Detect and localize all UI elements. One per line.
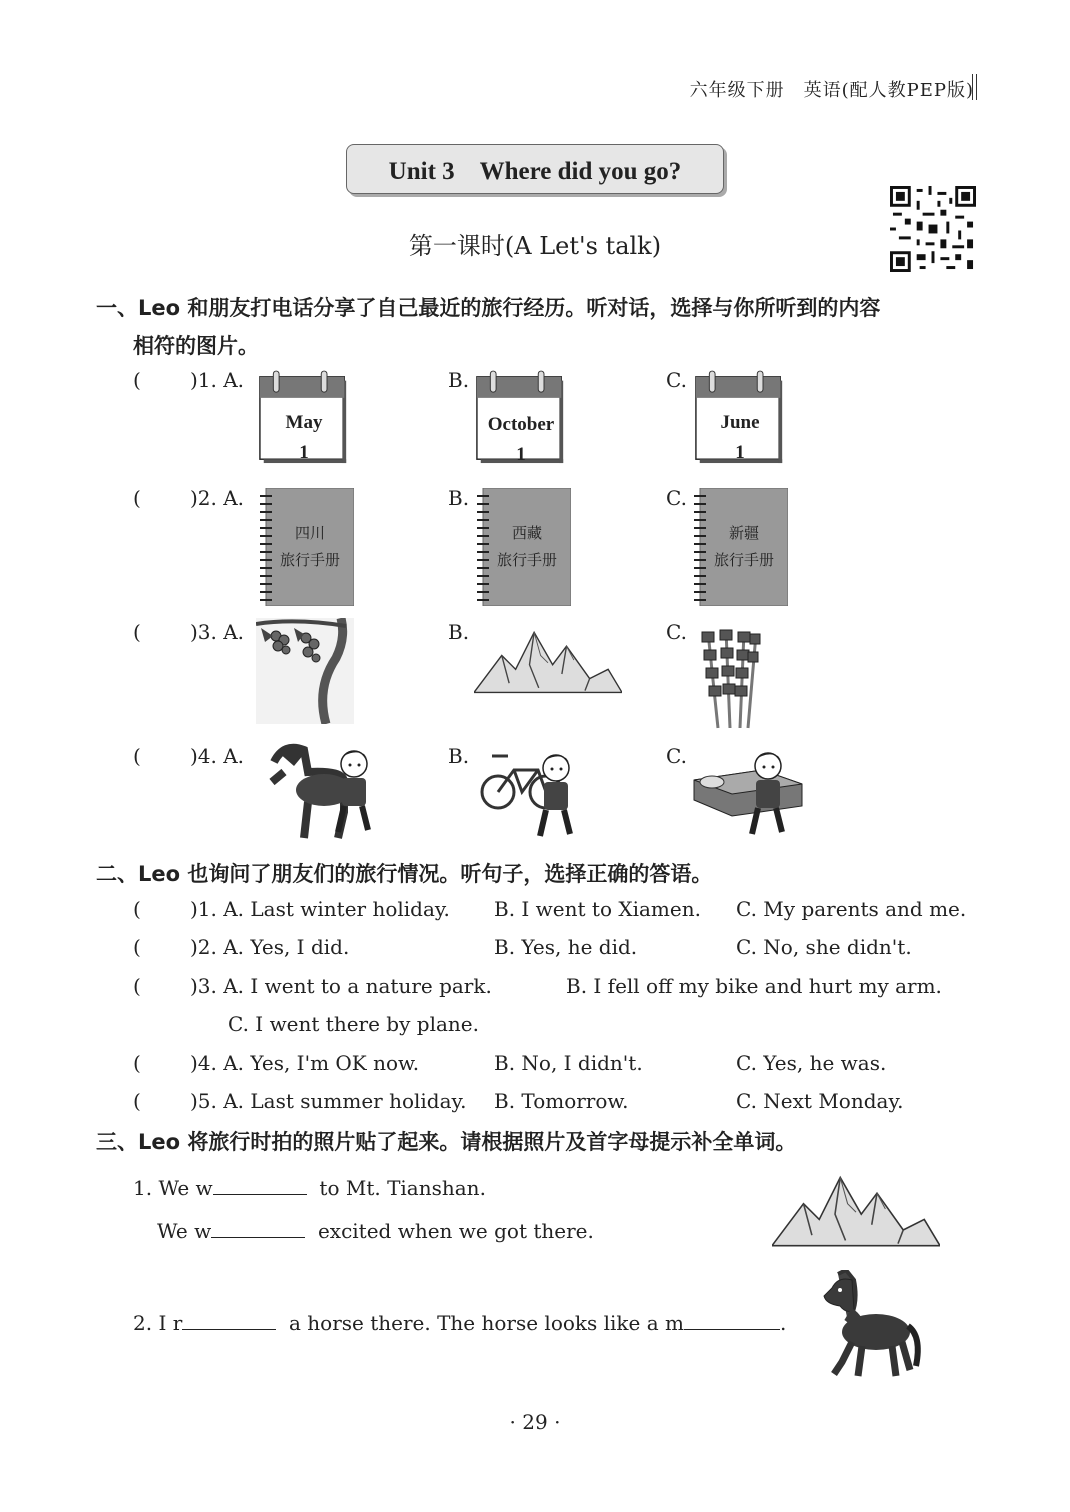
s2-q4-option-b: B. No, I didn't. [494,1051,643,1075]
s2-q2-option-b: B. Yes, he did. [494,935,638,959]
kebab-skewer-icon[interactable] [698,622,762,730]
notebook-label: 新疆 [728,524,759,542]
answer-bracket[interactable]: ( [133,486,141,510]
lesson-title: 第一课时(A Let's talk) [408,232,662,260]
s2-q5-option-c: C. Next Monday. [736,1089,904,1113]
unit-title: Unit 3 Where did you go? [346,144,724,194]
answer-bracket[interactable]: ( [133,974,141,998]
notebook-label: 四川 [294,524,325,542]
s2-q5-option-a: )5. A. Last summer holiday. [190,1089,467,1113]
answer-bracket[interactable]: ( [133,1051,141,1075]
fill-blank[interactable] [684,1328,780,1330]
page-number: · 29 · [509,1410,561,1434]
q2-option-b: B. [448,486,470,510]
calendar-month: June [720,412,760,433]
answer-bracket[interactable]: ( [133,744,141,768]
sentence-text: We w [157,1219,212,1243]
s2-q1-option-a: )1. A. Last winter holiday. [190,897,450,921]
calendar-icon[interactable] [694,370,786,470]
answer-bracket[interactable]: ( [133,897,141,921]
q4-option-b: B. [448,744,470,768]
answer-bracket[interactable]: ( [133,935,141,959]
calendar-month: May [285,412,323,433]
q4-option-c: C. [666,744,687,768]
s3-sentence-1b [157,1219,594,1243]
q1-option-b: B. [448,368,470,392]
q1-label: )1. A. [190,368,245,392]
calendar-month: October [487,414,555,435]
calendar-day: 1 [735,442,745,463]
s2-q1-option-c: C. My parents and me. [736,897,967,921]
notebook-label: 西藏 [511,524,542,542]
q2-option-c: C. [666,486,687,510]
s2-q1-option-b: B. I went to Xiamen. [494,897,701,921]
answer-bracket[interactable]: ( [133,620,141,644]
s3-sentence-2 [133,1311,786,1335]
grape-vine-icon[interactable] [256,618,354,724]
fill-blank[interactable] [211,1236,305,1238]
qr-code-icon[interactable] [890,186,976,272]
q3-option-b: B. [448,620,470,644]
horse-photo-icon [818,1270,926,1380]
mountain-icon[interactable] [474,622,622,700]
calendar-day: 1 [516,444,526,465]
s2-q3-option-b: B. I fell off my bike and hurt my arm. [566,974,942,998]
sentence-text: excited when we got there. [317,1219,594,1243]
q1-option-c: C. [666,368,687,392]
q2-label: )2. A. [190,486,245,510]
notebook-label: 旅行手册 [279,551,340,569]
q4-label: )4. A. [190,744,245,768]
fill-blank[interactable] [213,1193,307,1195]
sentence-text: to Mt. Tianshan. [319,1176,486,1200]
q3-label: )3. A. [190,620,245,644]
header-divider [972,74,977,100]
q3-option-c: C. [666,620,687,644]
fill-blank[interactable] [182,1328,276,1330]
s2-q3-option-c: C. I went there by plane. [228,1012,479,1036]
book-header: 六年级下册 英语(配人教PEP版) [689,80,974,101]
s2-q5-option-b: B. Tomorrow. [494,1089,629,1113]
section1-heading-cont: 相符的图片。 [133,334,259,358]
sentence-text: . [780,1311,787,1335]
s3-sentence-1a [133,1176,486,1200]
notebook-label: 旅行手册 [713,551,774,569]
answer-bracket[interactable]: ( [133,368,141,392]
sentence-text: 1. We w [133,1176,213,1200]
notebook-label: 旅行手册 [496,551,557,569]
mountain-photo-icon [772,1168,940,1252]
sentence-text: a horse there. The horse looks like a m [288,1311,684,1335]
s2-q2-option-a: )2. A. Yes, I did. [190,935,350,959]
boy-with-horse-icon[interactable] [264,742,376,840]
calendar-icon[interactable] [475,370,567,470]
answer-bracket[interactable]: ( [133,1089,141,1113]
section1-heading: 一、Leo 和朋友打电话分享了自己最近的旅行经历。听对话，选择与你所听到的内容 [96,296,881,320]
s2-q4-option-a: )4. A. Yes, I'm OK now. [190,1051,420,1075]
notebook-icon[interactable] [692,488,788,610]
calendar-icon[interactable] [258,370,350,470]
notebook-icon[interactable] [475,488,571,610]
boy-with-bed-icon[interactable] [692,750,812,840]
boy-with-bike-icon[interactable] [478,748,588,838]
notebook-icon[interactable] [258,488,354,610]
section2-heading: 二、Leo 也询问了朋友们的旅行情况。听句子，选择正确的答语。 [96,862,713,886]
calendar-day: 1 [299,442,309,463]
s2-q2-option-c: C. No, she didn't. [736,935,912,959]
s2-q4-option-c: C. Yes, he was. [736,1051,887,1075]
sentence-text: 2. I r [133,1311,183,1335]
section3-heading: 三、Leo 将旅行时拍的照片贴了起来。请根据照片及首字母提示补全单词。 [96,1130,797,1154]
s2-q3-option-a: )3. A. I went to a nature park. [190,974,492,998]
